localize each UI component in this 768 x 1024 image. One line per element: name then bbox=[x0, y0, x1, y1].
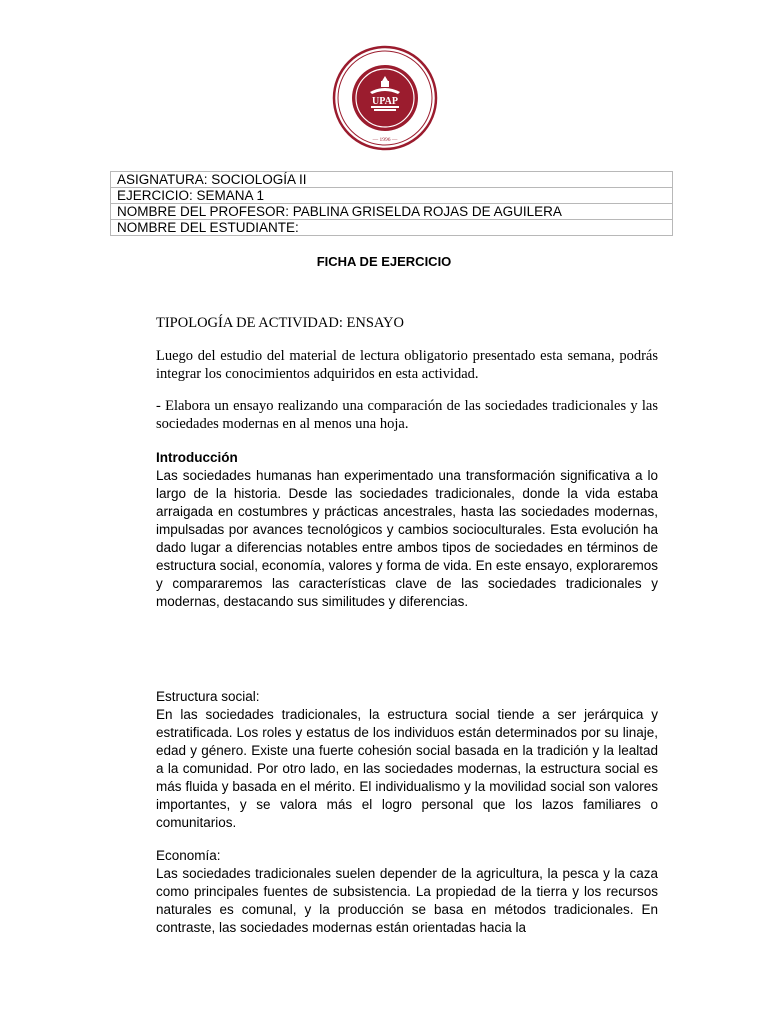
table-row bbox=[111, 188, 673, 204]
economy-section bbox=[156, 847, 658, 937]
subject-cell: ASIGNATURA: SOCIOLOGÍA II bbox=[111, 172, 673, 188]
table-row bbox=[111, 204, 673, 220]
economy-text: Las sociedades tradicionales suelen depender de la agricultura, la pesca y la caza como principales fuentes de subsistencia. La propiedad de la tierra y los recursos naturales es comunal, y la producción se basa en métodos tradicionales. En contraste, las sociedades modernas están orientadas hacia la bbox=[156, 866, 658, 935]
student-cell: NOMBRE DEL ESTUDIANTE: bbox=[111, 220, 673, 236]
intro-section bbox=[156, 449, 658, 611]
social-structure-section bbox=[156, 688, 658, 832]
table-row bbox=[111, 172, 673, 188]
logo-initials: UPAP bbox=[372, 96, 398, 107]
intro-text: Las sociedades humanas han experimentado una transformación significativa a lo largo de la historia. Desde las sociedades tradicionales, donde la vida estaba arraigada en costumbres y prácticas ancestrales, hasta las sociedades modernas, impulsadas por avances tecnológicos y cambios socioculturales. Esta evolución ha dado lugar a diferencias notables entre ambos tipos de sociedades en términos de estructura social, economía, valores y forma de vida. En este ensayo, exploraremos y compararemos las características clave de las sociedades tradicionales y modernas, destacando sus similitudes y diferencias. bbox=[156, 468, 658, 609]
activity-type: TIPOLOGÍA DE ACTIVIDAD: ENSAYO bbox=[156, 315, 404, 331]
course-info-table bbox=[110, 171, 673, 236]
social-structure-heading: Estructura social: bbox=[156, 689, 260, 704]
social-structure-text: En las sociedades tradicionales, la estructura social tiende a ser jerárquica y estratificada. Los roles y estatus de los individuos están determinados por su linaje, edad y género. Existe una fuerte cohesión social basada en la tradición y la lealtad a la comunidad. Por otro lado, en las sociedades modernas, la estructura social es más fluida y basada en el mérito. El individualismo y la movilidad social son valores importantes, y se valora más el logro personal que los lazos familiares o comunitarios. bbox=[156, 707, 658, 830]
intro-heading: Introducción bbox=[156, 450, 238, 465]
logo-year: — 1996 — bbox=[372, 137, 398, 143]
economy-heading: Economía: bbox=[156, 848, 221, 863]
exercise-cell: EJERCICIO: SEMANA 1 bbox=[111, 188, 673, 204]
university-logo bbox=[324, 42, 446, 154]
table-row bbox=[111, 220, 673, 236]
sheet-title: FICHA DE EJERCICIO bbox=[316, 254, 452, 269]
instructions-paragraph-2: - Elabora un ensayo realizando una comparación de las sociedades tradicionales y las sociedades modernas en al menos una hoja. bbox=[156, 398, 658, 432]
professor-cell: NOMBRE DEL PROFESOR: PABLINA GRISELDA ROJAS DE AGUILERA bbox=[111, 204, 673, 220]
instructions-paragraph-1: Luego del estudio del material de lectura obligatorio presentado esta semana, podrás integrar los conocimientos adquiridos en esta actividad. bbox=[156, 348, 658, 382]
